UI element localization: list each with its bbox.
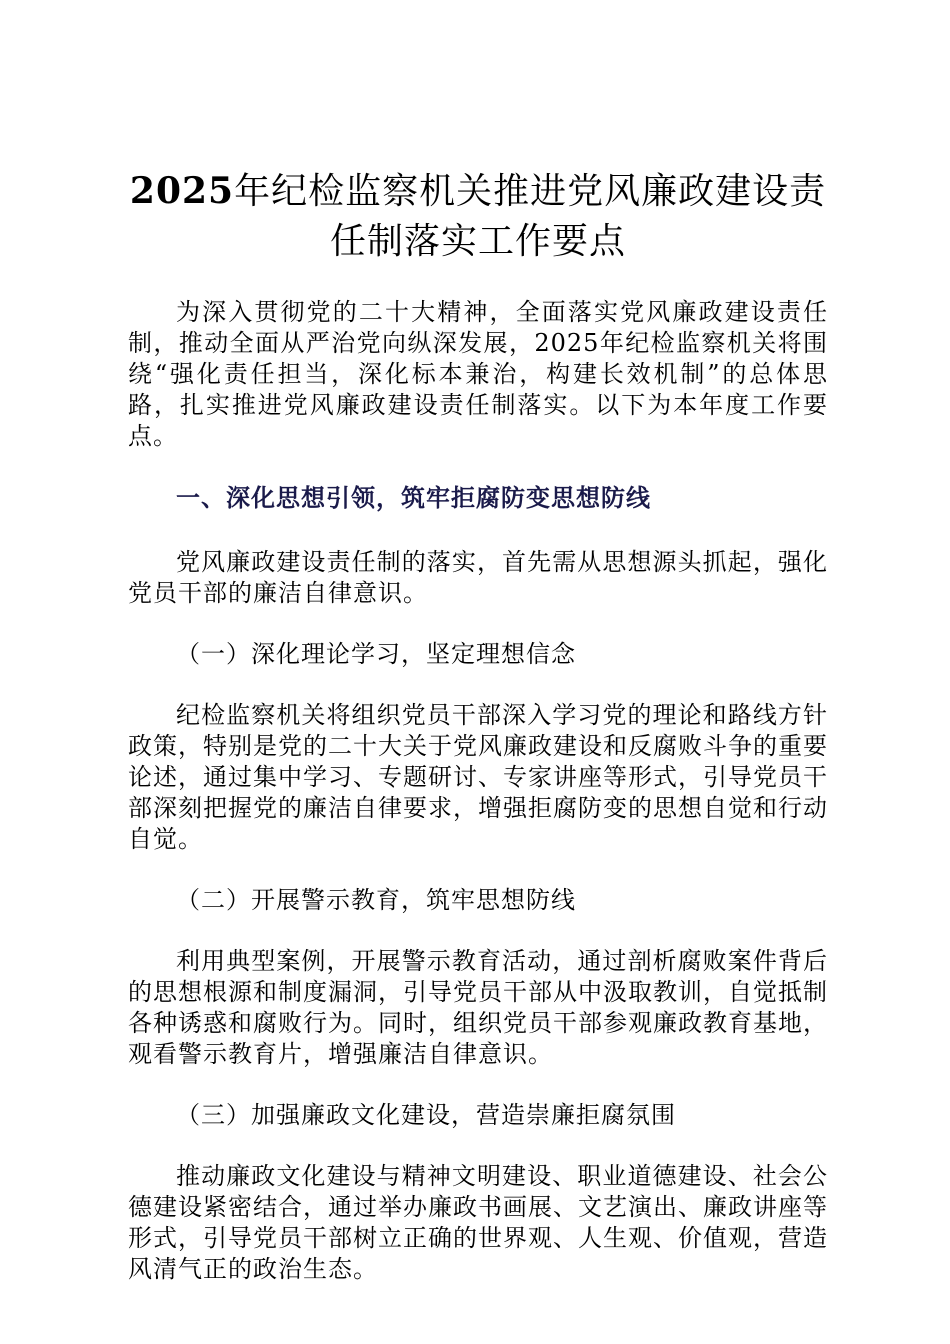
subsection-3-body: 推动廉政文化建设与精神文明建设、职业道德建设、社会公德建设紧密结合，通过举办廉政书画展、文艺演出、廉政讲座等形式，引导党员干部树立正确的世界观、人生观、价值观，营造风清气正的政治生态。	[128, 1162, 828, 1283]
document-title	[128, 166, 828, 267]
document-content	[128, 166, 828, 1315]
subsection-1-heading: （一）深化理论学习，坚定理想信念	[176, 640, 576, 668]
subsection-2-heading: （二）开展警示教育，筑牢思想防线	[176, 886, 576, 914]
subsection-2-body: 利用典型案例，开展警示教育活动，通过剖析腐败案件背后的思想根源和制度漏洞，引导党员干部从中汲取教训，自觉抵制各种诱惑和腐败行为。同时，组织党员干部参观廉政教育基地，观看警示教育片，增强廉洁自律意识。	[128, 947, 828, 1068]
intro-paragraph: 为深入贯彻党的二十大精神，全面落实党风廉政建设责任制，推动全面从严治党向纵深发展，2025年纪检监察机关将围绕“强化责任担当，深化标本兼治，构建长效机制”的总体思路，扎实推进党风廉政建设责任制落实。以下为本年度工作要点。	[128, 298, 828, 450]
subsection-1-body: 纪检监察机关将组织党员干部深入学习党的理论和路线方针政策，特别是党的二十大关于党风廉政建设和反腐败斗争的重要论述，通过集中学习、专题研讨、专家讲座等形式，引导党员干部深刻把握党的廉洁自律要求，增强拒腐防变的思想自觉和行动自觉。	[128, 701, 828, 853]
section-1-lead: 党风廉政建设责任制的落实，首先需从思想源头抓起，强化党员干部的廉洁自律意识。	[128, 548, 828, 607]
title-text: 年纪检监察机关推进党风廉政建设责任制落实工作要点	[234, 171, 827, 262]
subsection-3-heading: （三）加强廉政文化建设，营造崇廉拒腐氛围	[176, 1101, 676, 1129]
section-1-heading: 一、深化思想引领，筑牢拒腐防变思想防线	[176, 483, 651, 512]
title-year: 2025	[129, 170, 235, 212]
